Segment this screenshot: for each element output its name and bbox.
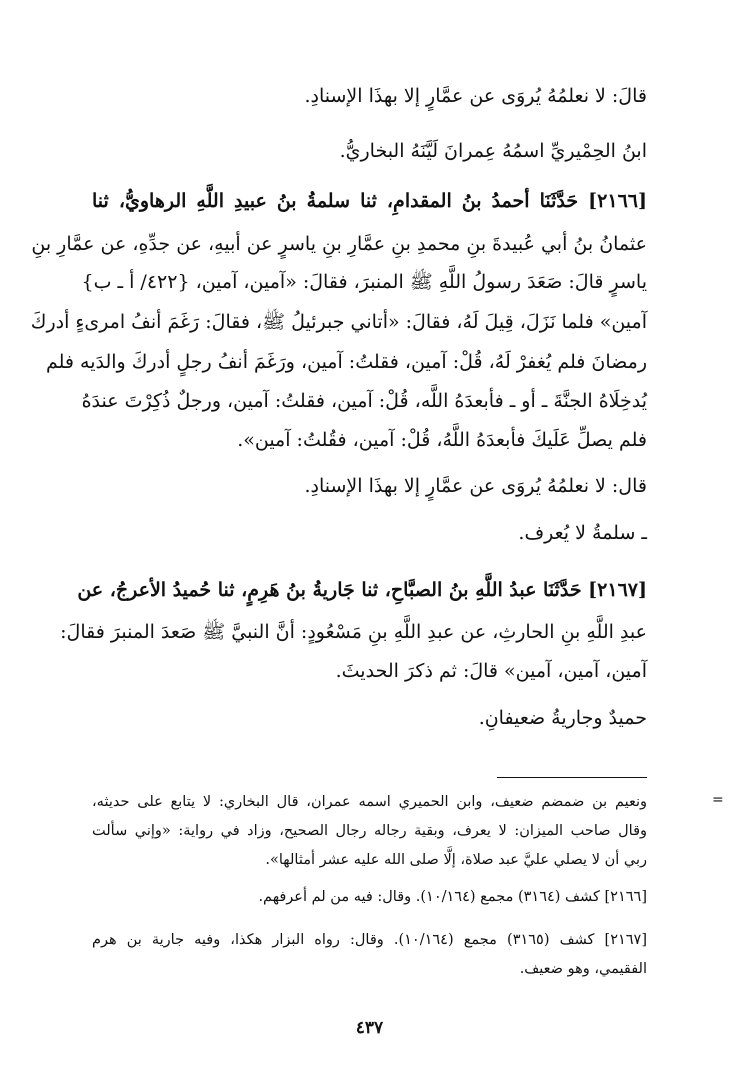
hadith-2167-line-3: آمين، آمين، آمين» قالَ: ثم ذكرَ الحديثَ. bbox=[335, 660, 647, 682]
footnote-line-5: [٢١٦٧] كشف (٣١٦٥) مجمع (١٠/١٦٤). وقال: رواه البزار هكذا، وفيه جارية بن هرم bbox=[92, 932, 648, 948]
footnote-separator bbox=[497, 777, 647, 778]
text-line-15: حميدٌ وجاريةُ ضعيفانِ. bbox=[478, 707, 647, 729]
footnote-line-4: [٢١٦٦] كشف (٣١٦٤) مجمع (١٠/١٦٤). وقال: فيه من لم أعرفهم. bbox=[258, 889, 647, 905]
page-number: ٤٣٧ bbox=[355, 1018, 384, 1038]
text-line-11: ـ سلمةُ لا يُعرف. bbox=[518, 522, 647, 544]
text-line-10: قال: لا نعلمُهُ يُروَى عن عمَّارٍ إلا بهذَا الإسنادِ. bbox=[304, 475, 647, 497]
text-line-1: قالَ: لا نعلمُهُ يُروَى عن عمَّارٍ إلا بهذَا الإسنادِ. bbox=[304, 85, 647, 107]
text-line-2: ابنُ الحِمْيريِّ اسمُهُ عِمرانَ لَيَّنَهُ البخاريُّ. bbox=[339, 140, 647, 162]
hadith-2166-line-4: آمين» فلما نَزَلَ، قِيلَ لَهُ، فقالَ: «أتاني جبرئيلُ ﷺ، فقالَ: رَغَمَ أنفُ امرىءٍ أدركَ bbox=[30, 311, 647, 333]
hadith-2167-line-2: عبدِ اللَّهِ بنِ الحارثِ، عن عبدِ اللَّهِ بنِ مَسْعُودٍ: أنَّ النبيَّ ﷺ صَعدَ المنبرَ فقالَ: bbox=[60, 621, 647, 643]
hadith-2166-line-2: عثمانُ بنُ أبي عُبيدةَ بنِ محمدِ بنِ عمَّارِ بنِ ياسرٍ عن أبيهِ، عن جدِّهِ، عن عمَّارِ بنِ bbox=[31, 233, 647, 255]
footnote-line-2: وقال صاحب الميزان: لا يعرف، وبقية رجاله رجال الصحيح، وزاد في رواية: «وإني سألت bbox=[92, 823, 647, 839]
footnote-line-6: الفقيمي، وهو ضعيف. bbox=[519, 961, 647, 977]
hadith-2166-line-5: رمضانَ فلم يُغفرْ لَهُ، قُلْ: آمين، فقلتُ: آمين، ورَغَمَ أنفُ رجلٍ أدركَ والدَيه فلم bbox=[45, 351, 647, 373]
hadith-2166-line-7: فلم يصلِّ عَلَيكَ فأبعدَهُ اللَّهُ، قُلْ: آمين، فقُلتُ: آمين». bbox=[237, 429, 647, 451]
hadith-2166-line-3: ياسرٍ قالَ: صَعَدَ رسولُ اللَّهِ ﷺ المنبرَ، فقالَ: «آمين، آمين، {٤٢٢/ أ ـ ب} bbox=[81, 271, 647, 293]
footnote-line-1: ونعيم بن ضمضم ضعيف، وابن الحميري اسمه عمران، قال البخاري: لا يتابع على حديثه، bbox=[92, 794, 647, 810]
hadith-2166-line-1: [٢١٦٦] حَدَّثَنَا أحمدُ بنُ المقدامِ، ثنا سلمةُ بنُ عبيدِ اللَّهِ الرهاويُّ، ثنا bbox=[92, 190, 647, 212]
footnote-continuation-marker: = bbox=[712, 792, 724, 808]
footnote-line-3: ربي أن لا يصلي عليَّ عبد صلاة، إلَّا صلى الله عليه عشر أمثالها». bbox=[265, 852, 647, 868]
hadith-2166-line-6: يُدخِلَاهُ الجنَّةَ ـ أو ـ فأبعدَهُ اللَّه، قُلْ: آمين، فقلتُ: آمين، ورجلٌ ذُكِرْتَ عندَهُ bbox=[81, 390, 647, 412]
hadith-2167-line-1: [٢١٦٧] حَدَّثَنَا عبدُ اللَّهِ بنُ الصبَّاحِ، ثنا جَاريةُ بنُ هَرِمٍ، ثنا حُميدُ الأعرجُ، عن bbox=[77, 579, 647, 601]
